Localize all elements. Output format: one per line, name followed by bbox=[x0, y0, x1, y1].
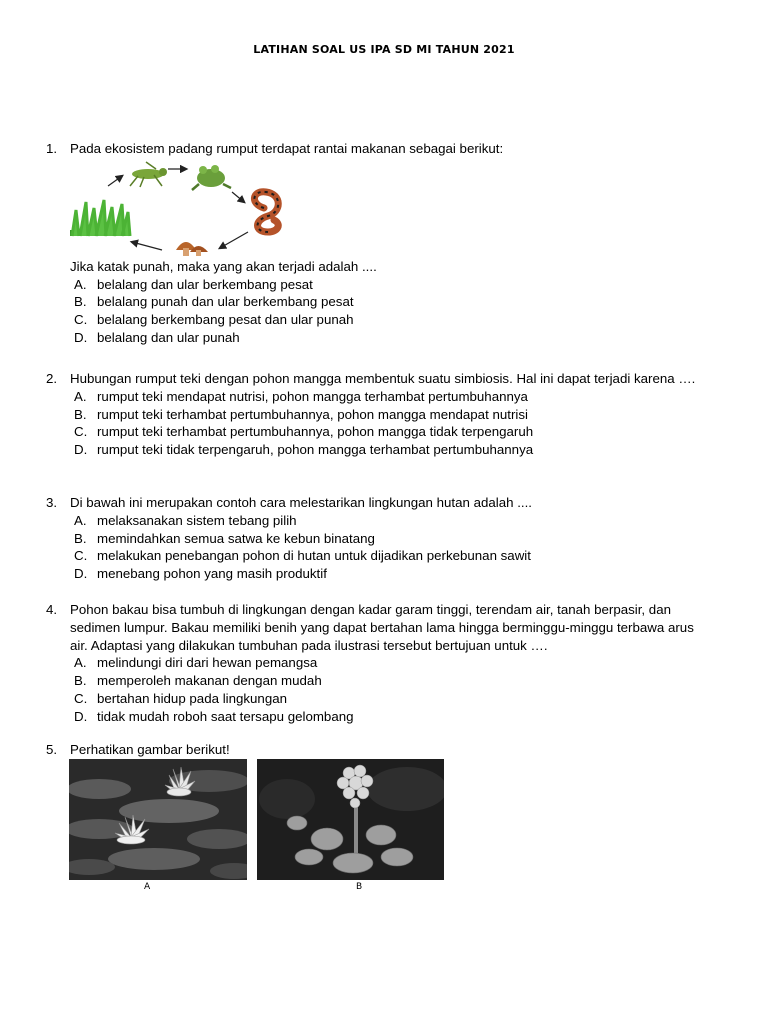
arrow-icon bbox=[132, 242, 162, 250]
option-d: D. belalang dan ular punah bbox=[74, 329, 240, 345]
option-c: C. rumput teki terhambat pertumbuhannya, pohon mangga tidak terpengaruh bbox=[74, 424, 534, 440]
arrow-icon bbox=[232, 192, 244, 202]
snake-icon bbox=[254, 192, 278, 232]
option-b: B. rumput teki terhambat pertumbuhannya, pohon mangga mendapat nutrisi bbox=[74, 406, 528, 422]
option-list bbox=[74, 388, 736, 459]
question-stem: Pohon bakau bisa tumbuh di lingkungan dengan kadar garam tinggi, terendam air, tanah berpasir, dan sedimen lumpur. Bakau memiliki benih yang dapat bertahan lama hingga berminggu-minggu terbawa arus air. Adaptasi yang dilakukan tumbuhan pada ilustrasi tersebut bertujuan untuk …. bbox=[70, 602, 694, 653]
question-number: 2. bbox=[46, 371, 58, 386]
option-b: B. memindahkan semua satwa ke kebun binatang bbox=[74, 530, 375, 546]
arrow-icon bbox=[220, 232, 248, 248]
option-c: C. bertahan hidup pada lingkungan bbox=[74, 690, 288, 706]
document-title: LATIHAN SOAL US IPA SD MI TAHUN 2021 bbox=[253, 43, 515, 56]
option-b: B. memperoleh makanan dengan mudah bbox=[74, 673, 322, 689]
photo-water-lily bbox=[69, 759, 247, 880]
photo-water-hyacinth bbox=[257, 759, 444, 880]
option-c: C. melakukan penebangan pohon di hutan untuk dijadikan perkebunan sawit bbox=[74, 548, 531, 564]
question-stem: Perhatikan gambar berikut! bbox=[70, 742, 230, 757]
question-number: 1. bbox=[46, 141, 58, 156]
question-1 bbox=[46, 140, 736, 347]
option-d: D. rumput teki tidak terpengaruh, pohon mangga terhambat pertumbuhannya bbox=[74, 442, 534, 458]
question-prompt: Jika katak punah, maka yang akan terjadi adalah .... bbox=[70, 258, 377, 274]
question-stem: Pada ekosistem padang rumput terdapat rantai makanan sebagai berikut: bbox=[70, 141, 504, 156]
photo-label-a: A bbox=[144, 882, 151, 892]
option-list bbox=[74, 512, 736, 583]
option-list bbox=[74, 276, 736, 347]
arrow-icon bbox=[108, 176, 122, 186]
option-d: D. menebang pohon yang masih produktif bbox=[74, 566, 327, 582]
mushroom-icon bbox=[176, 242, 208, 256]
frog-icon bbox=[192, 165, 231, 190]
option-a: A. belalang dan ular berkembang pesat bbox=[74, 276, 313, 292]
question-number: 4. bbox=[46, 602, 58, 617]
option-a: A. melindungi diri dari hewan pemangsa bbox=[74, 655, 318, 671]
option-list bbox=[74, 654, 736, 725]
food-chain-figure bbox=[68, 160, 298, 258]
question-stem: Hubungan rumput teki dengan pohon mangga membentuk suatu simbiosis. Hal ini dapat terjadi karena …. bbox=[70, 371, 696, 386]
question-stem: Di bawah ini merupakan contoh cara melestarikan lingkungan hutan adalah .... bbox=[70, 495, 532, 510]
question-number: 5. bbox=[46, 742, 58, 757]
grasshopper-icon bbox=[130, 162, 167, 187]
question-number: 3. bbox=[46, 495, 58, 510]
option-a: A. rumput teki mendapat nutrisi, pohon mangga terhambat pertumbuhannya bbox=[74, 388, 528, 404]
question-5 bbox=[46, 741, 736, 759]
option-b: B. belalang punah dan ular berkembang pesat bbox=[74, 294, 354, 310]
question-2 bbox=[46, 370, 736, 459]
grass-icon bbox=[70, 200, 130, 236]
question-3 bbox=[46, 494, 736, 583]
option-c: C. belalang berkembang pesat dan ular punah bbox=[74, 312, 354, 328]
option-d: D. tidak mudah roboh saat tersapu gelombang bbox=[74, 708, 354, 724]
question-4 bbox=[46, 601, 736, 726]
photo-label-b: B bbox=[356, 882, 363, 892]
option-a: A. melaksanakan sistem tebang pilih bbox=[74, 512, 297, 528]
